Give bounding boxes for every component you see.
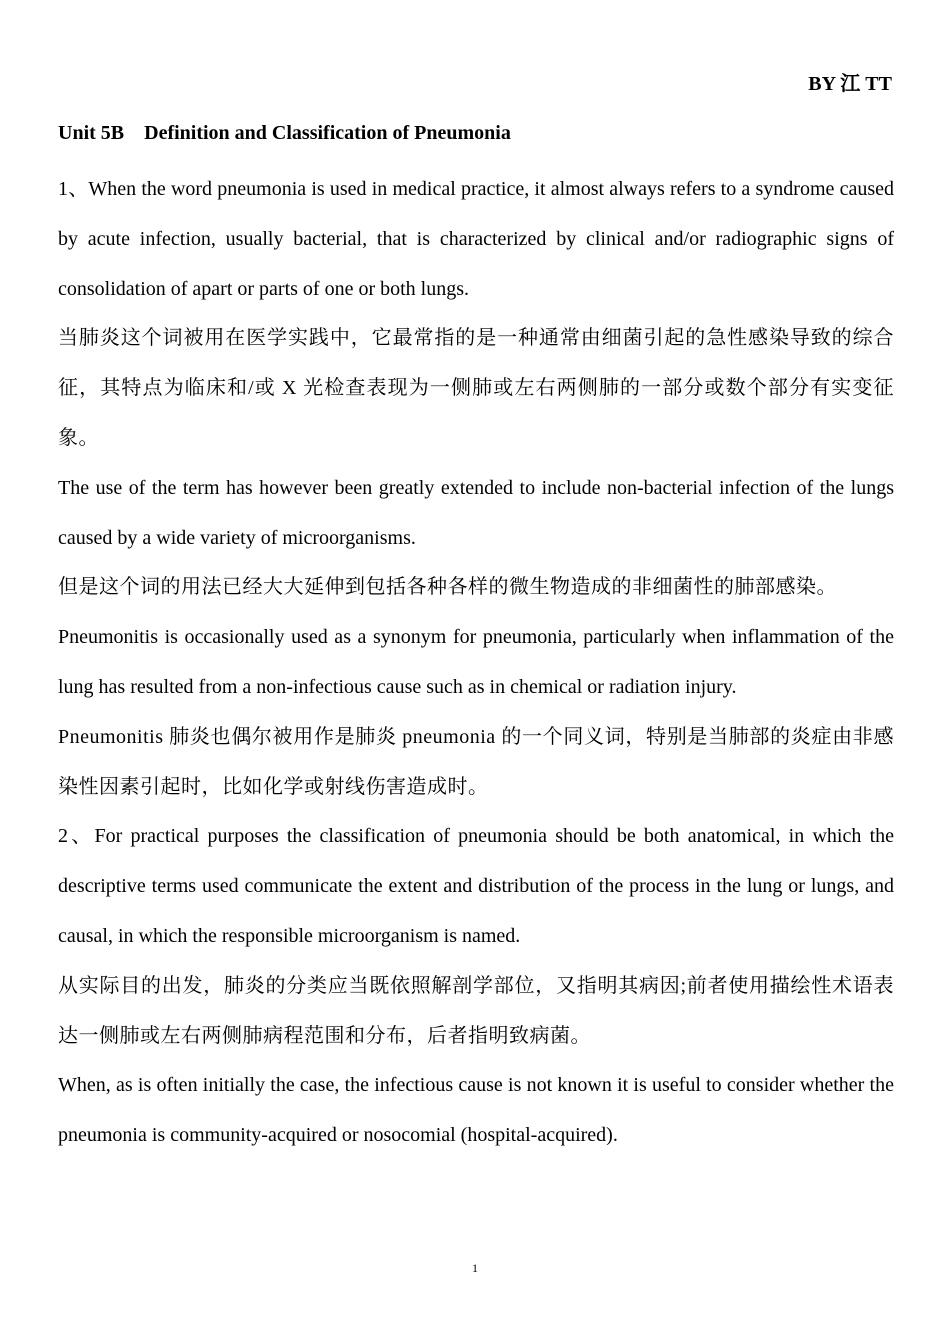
paragraph-3-en: Pneumonitis is occasionally used as a synonym for pneumonia, particularly when inflammation of the lung has resulted from a non-infectious cause such as in chemical or radiation injury.: [58, 626, 894, 698]
paragraph-2-en: The use of the term has however been greatly extended to include non-bacterial infection of the lungs caused by a wide variety of microorganisms.: [58, 476, 894, 549]
document-body: [58, 119, 894, 1161]
unit-title: Unit 5B Definition and Classification of Pneumonia: [58, 122, 511, 144]
paragraph-4-en: 2、For practical purposes the classification of pneumonia should be both anatomical, in which the descriptive terms used communicate the extent and distribution of the process in the lung or lungs, and causal, in which the responsible microorganism is named.: [58, 825, 894, 947]
paragraph-1-en: 1、When the word pneumonia is used in medical practice, it almost always refers to a syndrome caused by acute infection, usually bacterial, that is characterized by clinical and/or radiographic signs of consolidation of apart or parts of one or both lungs.: [58, 178, 894, 300]
page-number: 1: [472, 1261, 478, 1275]
paragraph-1-cn: 当肺炎这个词被用在医学实践中，它最常指的是一种通常由细菌引起的急性感染导致的综合征，其特点为临床和/或 X 光检查表现为一侧肺或左右两侧肺的一部分或数个部分有实变征象。: [58, 327, 894, 449]
paragraph-3-cn: Pneumonitis 肺炎也偶尔被用作是肺炎 pneumonia 的一个同义词，特别是当肺部的炎症由非感染性因素引起时，比如化学或射线伤害造成时。: [58, 725, 894, 798]
paragraph-4-cn: 从实际目的出发，肺炎的分类应当既依照解剖学部位，又指明其病因;前者使用描绘性术语表达一侧肺或左右两侧肺病程范围和分布，后者指明致病菌。: [58, 974, 894, 1047]
paragraph-5-en: When, as is often initially the case, the infectious cause is not known it is useful to consider whether the pneumonia is community-acquired or nosocomial (hospital-acquired).: [58, 1074, 894, 1147]
author-line: BY 江 TT: [808, 73, 892, 95]
paragraph-2-cn: 但是这个词的用法已经大大延伸到包括各种各样的微生物造成的非细菌性的肺部感染。: [58, 576, 837, 599]
